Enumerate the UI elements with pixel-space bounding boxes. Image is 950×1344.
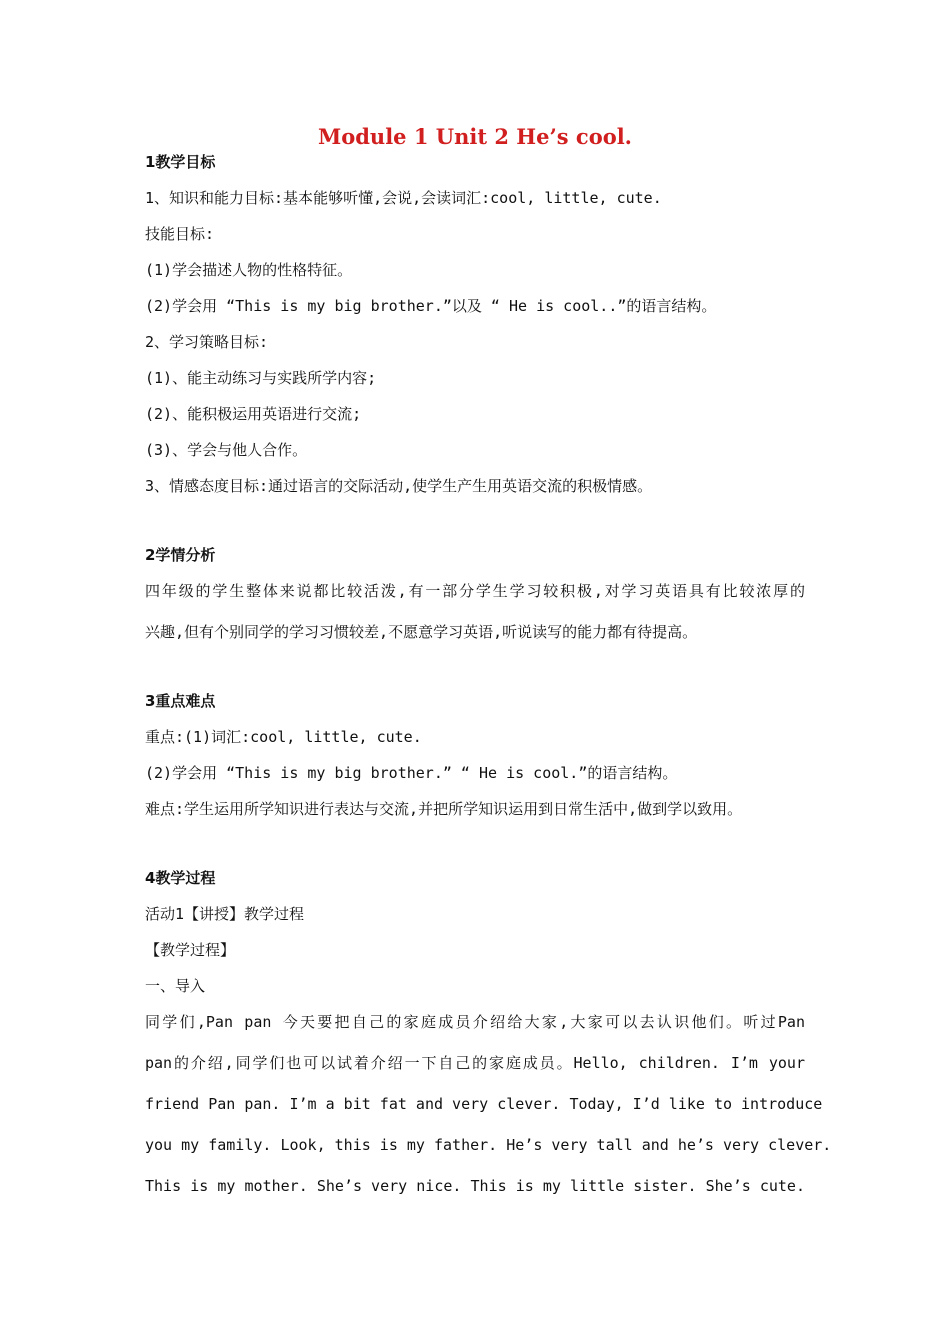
paragraph-line: 活动1【讲授】教学过程	[145, 905, 305, 923]
section-heading-process: 4教学过程	[145, 869, 216, 887]
paragraph-line: 1、知识和能力目标:基本能够听懂,会说,会读词汇:cool, little, cute.	[145, 189, 662, 207]
paragraph-line: pan的介绍,同学们也可以试着介绍一下自己的家庭成员。Hello, children. I’m your	[145, 1054, 805, 1072]
paragraph-line: (3)、学会与他人合作。	[145, 441, 308, 459]
paragraph-line: 技能目标:	[145, 225, 215, 243]
section-heading-keypoints: 3重点难点	[145, 692, 216, 710]
paragraph-line: 难点:学生运用所学知识进行表达与交流,并把所学知识运用到日常生活中,做到学以致用。	[145, 800, 743, 818]
paragraph-line: (2)学会用 “This is my big brother.” “ He is cool.”的语言结构。	[145, 764, 678, 782]
section-heading-analysis: 2学情分析	[145, 546, 216, 564]
paragraph-line: you my family. Look, this is my father. He’s very tall and he’s very clever.	[145, 1136, 832, 1154]
paragraph-line: (1)、能主动练习与实践所学内容;	[145, 369, 377, 387]
paragraph-line: 【教学过程】	[145, 941, 236, 959]
paragraph-line: 一、导入	[145, 977, 206, 995]
paragraph-line: 四年级的学生整体来说都比较活泼,有一部分学生学习较积极,对学习英语具有比较浓厚的	[145, 582, 805, 600]
paragraph-line: (2)学会用 “This is my big brother.”以及 “ He is cool..”的语言结构。	[145, 297, 717, 315]
paragraph-line: (1)学会描述人物的性格特征。	[145, 261, 353, 279]
paragraph-line: friend Pan pan. I’m a bit fat and very clever. Today, I’d like to introduce	[145, 1095, 823, 1113]
paragraph-line: 重点:(1)词汇:cool, little, cute.	[145, 728, 422, 746]
paragraph-line: 同学们,Pan pan 今天要把自己的家庭成员介绍给大家,大家可以去认识他们。听过Pan	[145, 1013, 805, 1031]
paragraph-line: 3、情感态度目标:通过语言的交际活动,使学生产生用英语交流的积极情感。	[145, 477, 653, 495]
section-heading-objectives: 1教学目标	[145, 153, 216, 171]
paragraph-line: (2)、能积极运用英语进行交流;	[145, 405, 362, 423]
paragraph-line: This is my mother. She’s very nice. This is my little sister. She’s cute.	[145, 1177, 805, 1195]
paragraph-line: 2、学习策略目标:	[145, 333, 269, 351]
paragraph-line: 兴趣,但有个别同学的学习习惯较差,不愿意学习英语,听说读写的能力都有待提高。	[145, 623, 698, 641]
document-title: Module 1 Unit 2 He’s cool.	[317, 124, 632, 149]
